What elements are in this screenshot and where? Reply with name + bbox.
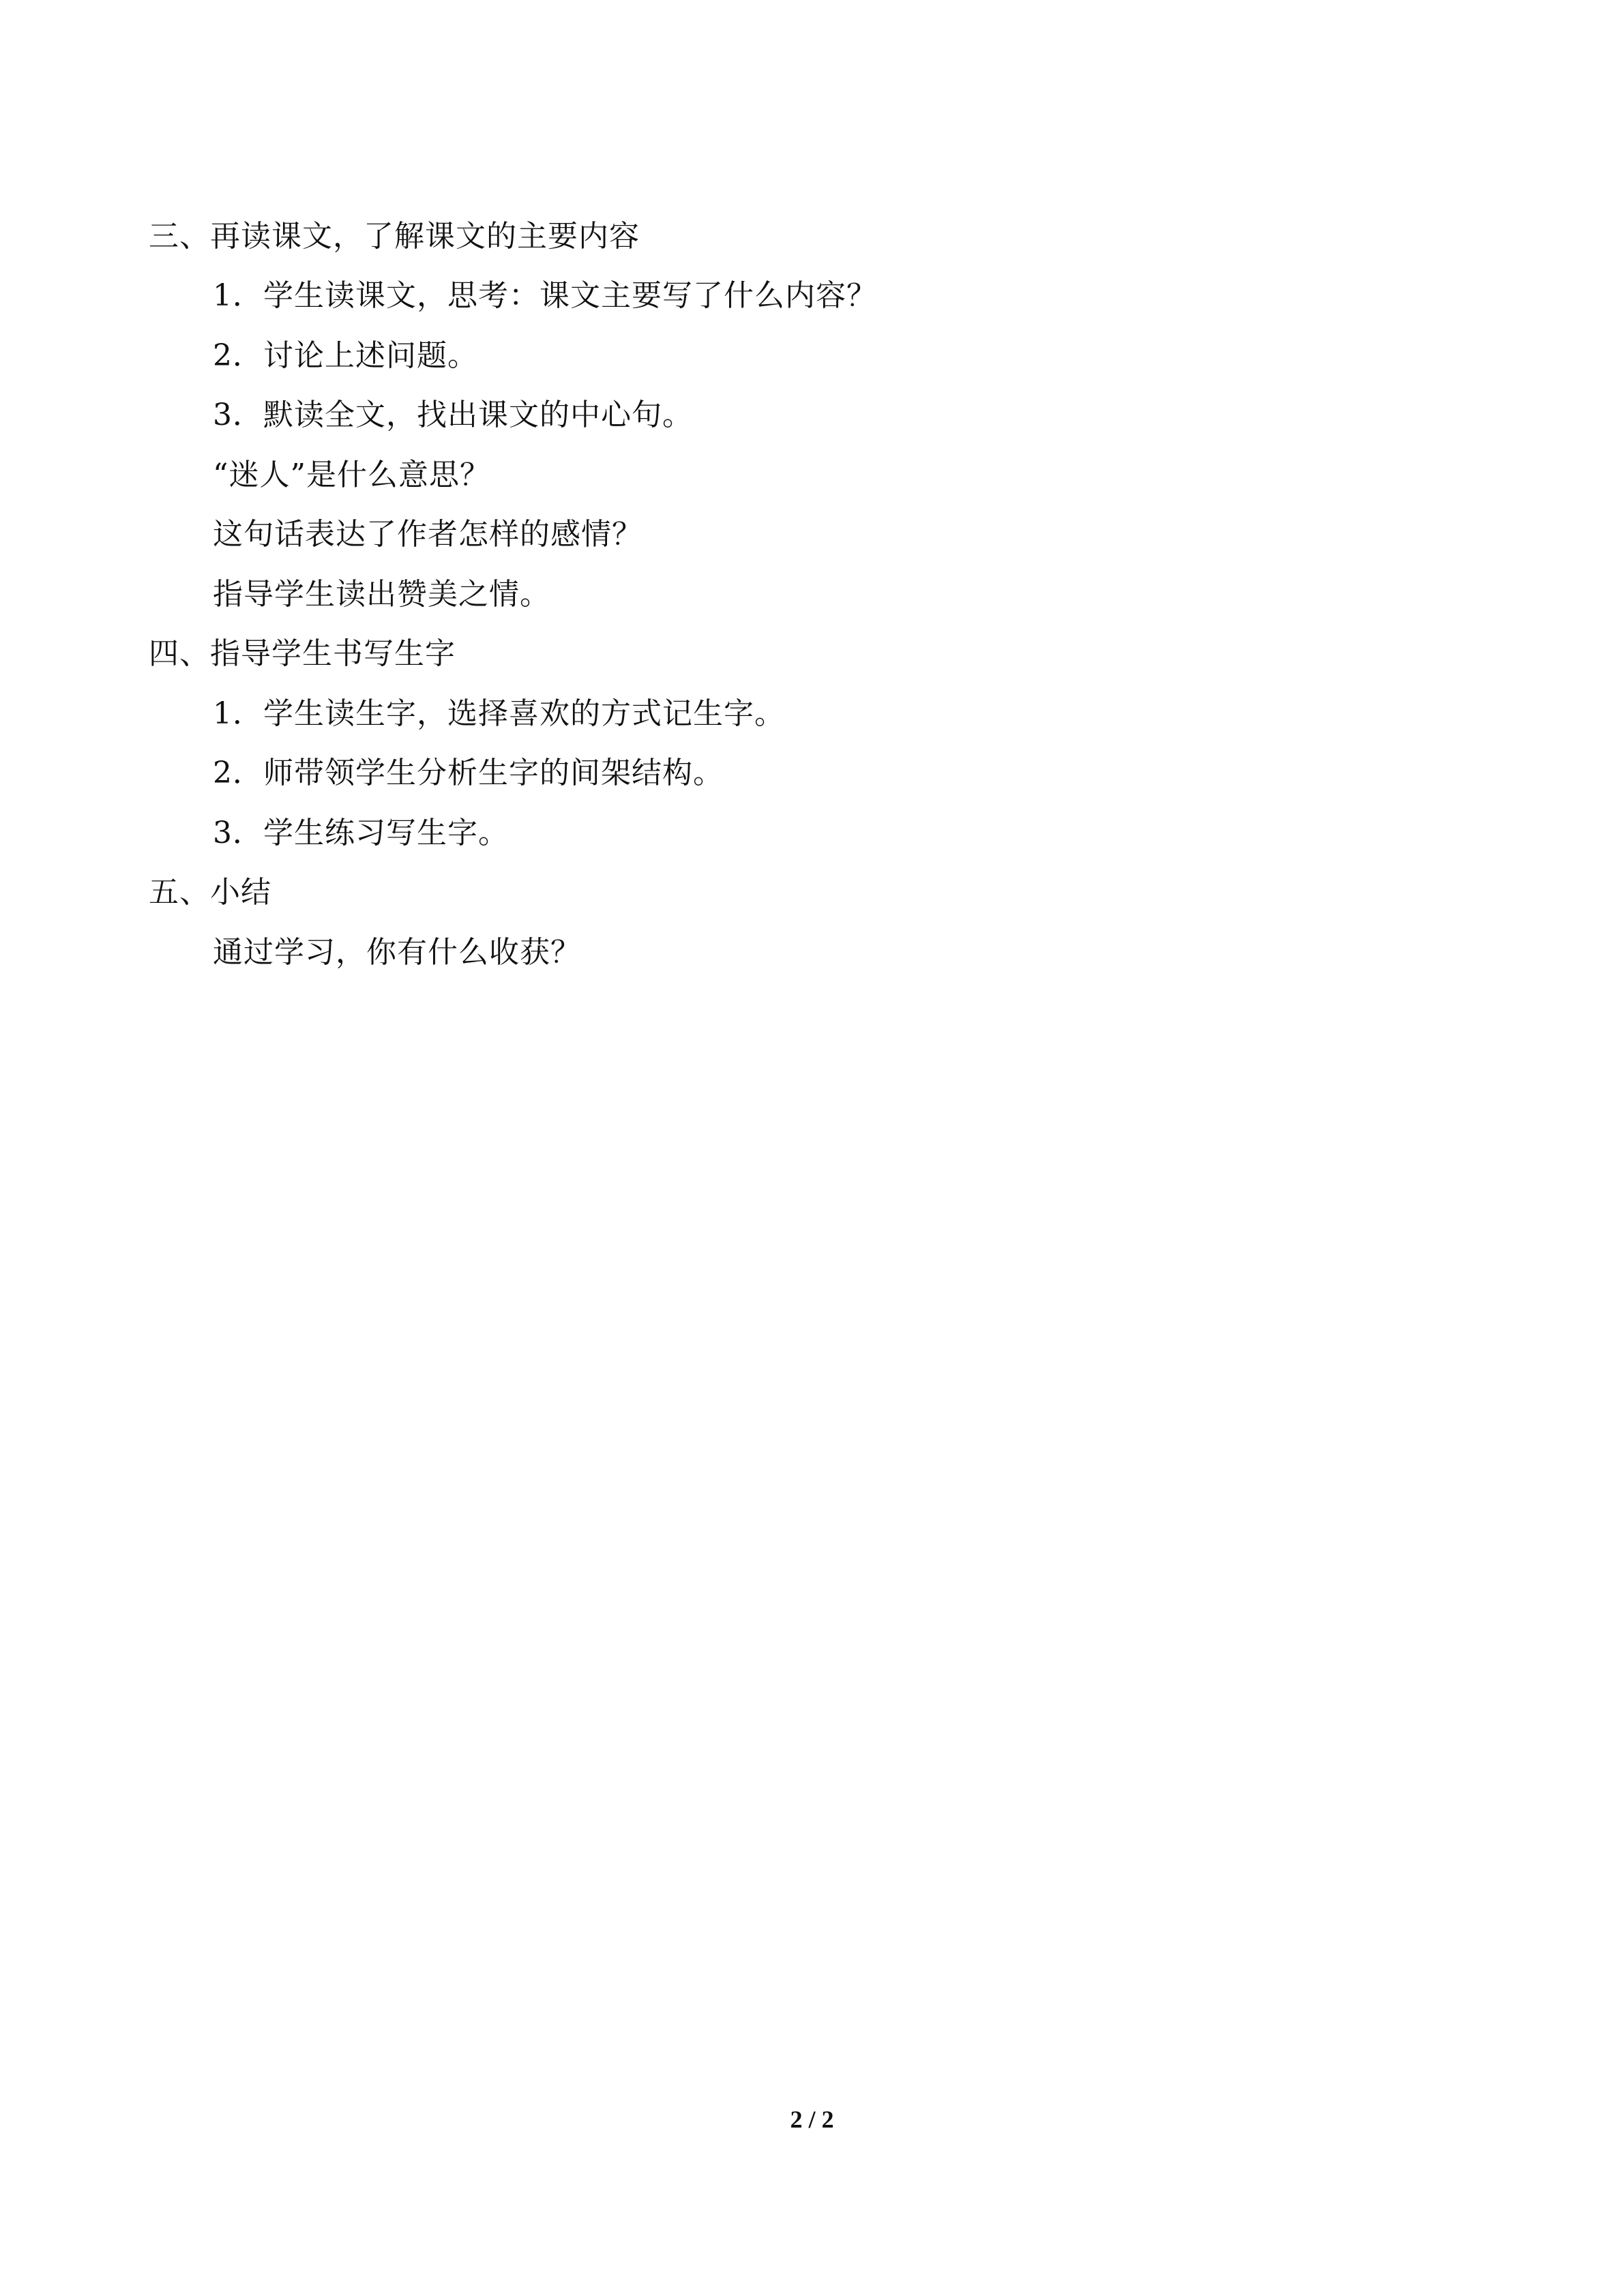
text-line: 1．学生读生字，选择喜欢的方式记生字。 xyxy=(213,696,785,731)
text-line: 3．学生练习写生字。 xyxy=(213,816,509,850)
text-line: 通过学习，你有什么收获？ xyxy=(213,935,581,970)
text-line: 2．师带领学生分析生字的间架结构。 xyxy=(213,756,724,790)
text-line: 3．默读全文，找出课文的中心句。 xyxy=(213,398,693,432)
section-heading-3: 三、再读课文，了解课文的主要内容 xyxy=(149,219,640,254)
section-heading-4: 四、指导学生书写生字 xyxy=(149,636,456,671)
text-line: 这句话表达了作者怎样的感情？ xyxy=(213,517,643,552)
text-line: 指导学生读出赞美之情。 xyxy=(213,577,550,612)
section-heading-5: 五、小结 xyxy=(149,875,271,910)
text-line: 1．学生读课文，思考：课文主要写了什么内容？ xyxy=(213,278,877,313)
page-number: 2 / 2 xyxy=(790,2106,834,2133)
text-line: “迷人”是什么意思？ xyxy=(213,458,490,492)
text-line: 2．讨论上述问题。 xyxy=(213,338,478,373)
